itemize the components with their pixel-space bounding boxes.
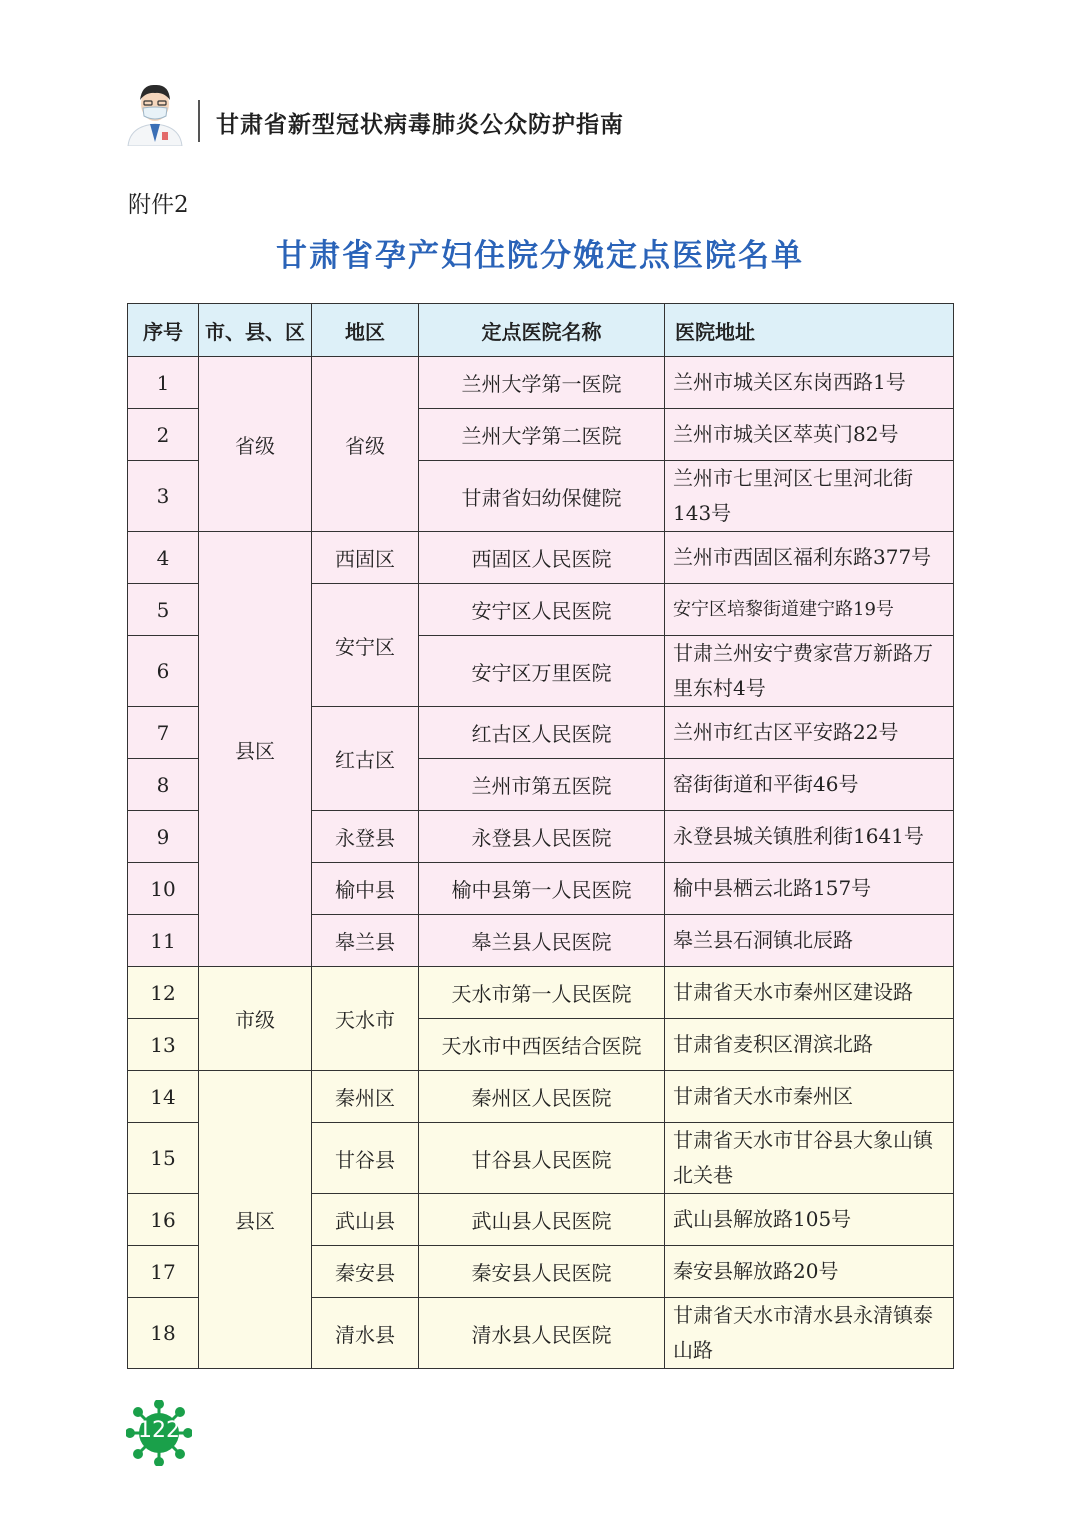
area-cell: 秦州区 [312,1071,419,1123]
row-number: 3 [128,461,199,532]
hospital-name: 兰州大学第一医院 [419,357,665,409]
hospital-address: 甘肃省天水市甘谷县大象山镇北关巷 [665,1123,954,1194]
area-cell: 甘谷县 [312,1123,419,1194]
header-title: 甘肃省新型冠状病毒肺炎公众防护指南 [216,112,624,138]
hospital-address: 窑街街道和平街46号 [665,759,954,811]
hospital-address: 甘肃省天水市秦州区建设路 [665,967,954,1019]
hospital-address: 甘肃省麦积区渭滨北路 [665,1019,954,1071]
area-cell: 榆中县 [312,863,419,915]
header-divider [198,100,200,142]
hospital-address: 甘肃省天水市秦州区 [665,1071,954,1123]
table-header-row [128,304,954,357]
hospital-address: 兰州市红古区平安路22号 [665,707,954,759]
area-cell: 安宁区 [312,584,419,707]
hospital-name: 安宁区万里医院 [419,636,665,707]
hospital-address: 兰州市七里河区七里河北街143号 [665,461,954,532]
hospital-name: 榆中县第一人民医院 [419,863,665,915]
row-number: 9 [128,811,199,863]
row-number: 13 [128,1019,199,1071]
level-cell: 市级 [199,967,312,1071]
area-cell: 西固区 [312,532,419,584]
row-number: 12 [128,967,199,1019]
hospital-name: 武山县人民医院 [419,1194,665,1246]
row-number: 15 [128,1123,199,1194]
hospital-address: 安宁区培黎街道建宁路19号 [665,584,954,636]
hospital-name: 兰州大学第二医院 [419,409,665,461]
row-number: 5 [128,584,199,636]
row-number: 10 [128,863,199,915]
appendix-label: 附件2 [128,192,189,218]
hospital-address: 甘肃省天水市清水县永清镇泰山路 [665,1298,954,1369]
row-number: 16 [128,1194,199,1246]
row-number: 1 [128,357,199,409]
hospital-address: 兰州市西固区福利东路377号 [665,532,954,584]
col-header-number: 序号 [128,304,199,357]
hospital-name: 秦州区人民医院 [419,1071,665,1123]
hospital-name: 西固区人民医院 [419,532,665,584]
hospital-address: 榆中县栖云北路157号 [665,863,954,915]
row-number: 8 [128,759,199,811]
level-cell: 省级 [199,357,312,532]
hospital-name: 甘谷县人民医院 [419,1123,665,1194]
page-number: 122 [138,1418,180,1443]
table-row [128,967,954,1019]
hospital-name: 安宁区人民医院 [419,584,665,636]
area-cell: 武山县 [312,1194,419,1246]
row-number: 14 [128,1071,199,1123]
row-number: 17 [128,1246,199,1298]
document-title: 甘肃省孕产妇住院分娩定点医院名单 [276,238,804,274]
row-number: 11 [128,915,199,967]
hospital-name: 皋兰县人民医院 [419,915,665,967]
doctor-avatar-icon [124,80,186,146]
hospital-name: 永登县人民医院 [419,811,665,863]
hospital-address: 秦安县解放路20号 [665,1246,954,1298]
col-header-address: 医院地址 [665,304,954,357]
level-cell: 县区 [199,532,312,967]
col-header-level: 市、县、区 [199,304,312,357]
hospital-address: 永登县城关镇胜利街1641号 [665,811,954,863]
hospital-table [127,303,954,1369]
hospital-name: 甘肃省妇幼保健院 [419,461,665,532]
row-number: 6 [128,636,199,707]
area-cell: 永登县 [312,811,419,863]
hospital-address: 兰州市城关区萃英门82号 [665,409,954,461]
page-header [124,80,824,146]
hospital-name: 天水市中西医结合医院 [419,1019,665,1071]
col-header-area: 地区 [312,304,419,357]
hospital-address: 武山县解放路105号 [665,1194,954,1246]
level-cell: 县区 [199,1071,312,1369]
area-cell: 秦安县 [312,1246,419,1298]
table-row [128,1071,954,1123]
row-number: 2 [128,409,199,461]
table-row [128,532,954,584]
hospital-name: 秦安县人民医院 [419,1246,665,1298]
table-row [128,357,954,409]
row-number: 4 [128,532,199,584]
col-header-hospital: 定点医院名称 [419,304,665,357]
area-cell: 红古区 [312,707,419,811]
area-cell: 省级 [312,357,419,532]
hospital-name: 兰州市第五医院 [419,759,665,811]
hospital-address: 甘肃兰州安宁费家营万新路万里东村4号 [665,636,954,707]
hospital-name: 清水县人民医院 [419,1298,665,1369]
area-cell: 天水市 [312,967,419,1071]
hospital-address: 兰州市城关区东岗西路1号 [665,357,954,409]
hospital-address: 皋兰县石洞镇北辰路 [665,915,954,967]
row-number: 7 [128,707,199,759]
area-cell: 皋兰县 [312,915,419,967]
area-cell: 清水县 [312,1298,419,1369]
hospital-name: 天水市第一人民医院 [419,967,665,1019]
row-number: 18 [128,1298,199,1369]
hospital-name: 红古区人民医院 [419,707,665,759]
